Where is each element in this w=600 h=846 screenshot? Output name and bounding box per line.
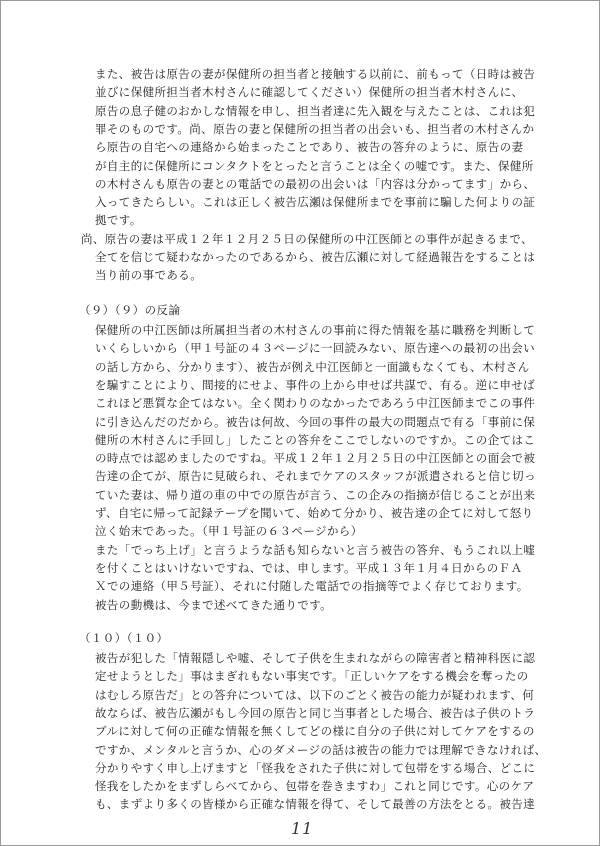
text-line: の話し方から、分かります）、被告が例え中江医師と一面識もなくても、木村さん xyxy=(95,359,530,374)
text-line: Ｘでの連絡（甲５号証）、それに付随した電話での指摘等でよく存じております。 xyxy=(95,579,529,594)
text-line: はむしろ原告だ」との答弁については、以下のごとく被告の能力が疑われます、何 xyxy=(95,687,535,702)
text-line: 告達の企てが、原告に見破られ、それまでケアのスタッフが派遣されると信じ切っ xyxy=(95,469,536,484)
text-line: 並びに保健所担当者木村さんに確認してください）保健所の担当者木村さんに、 xyxy=(95,85,524,100)
text-line: ず、自宅に帰って記録テープを聞いて、始めて分かり、被告達の企てに対して怒り xyxy=(95,506,534,520)
text-line: 分かりやすく申し上げますと「怪我をされた子供に対して包帯をする場合、どこに xyxy=(95,760,536,775)
text-line: 当り前の事である。 xyxy=(95,268,203,283)
text-line: を付くことはいけないですね、では、申します。平成１３年１月４日からのＦＡ xyxy=(95,560,523,575)
text-line: いくらしいから（甲１号証の４３ページに一回読みない、原告達への最初の出会い xyxy=(95,341,536,356)
text-line: 保健所の中江医師は所属担当者の木村さんの事前に得た情報を基に職務を判断して xyxy=(95,323,536,337)
section-heading-10: （１０）（１０） xyxy=(79,631,169,645)
text-line: 定せようとした」事はまぎれもない事実です。「正しいケアをする機会を奪ったの xyxy=(95,669,529,684)
text-line: が自主的に保健所にコンタクトをとったと言うことは全くの嘘です。また、保健所 xyxy=(95,158,534,173)
text-line: ら原告の自宅への連絡から始まったことであり、被告の答弁のように、原告の妻 xyxy=(95,140,524,155)
text-line: ブルに対して何の正確な情報を無くしてどの様に自分の子供に対してケアをするの xyxy=(95,724,535,739)
text-line: これほど悪質な企てはない。全く関わりのなかったであろう中江医師までこの事件 xyxy=(95,396,536,411)
text-line: の時点では認めましたのですね。平成１２年１２月２５日の中江医師との面会で被 xyxy=(95,451,536,466)
section-heading-9: （９）（９）の反論 xyxy=(79,303,181,317)
text-line: ていた妻は、帰り道の車の中での原告が言う、この企みの指摘が信じることが出来 xyxy=(95,487,536,502)
text-line: また、被告は原告の妻が保健所の担当者と接触する以前に、前もって（日時は被告 xyxy=(95,67,536,81)
text-line: も、まずより多くの皆様から正確な情報を得て、そして最善の方法をとる。被告達 xyxy=(95,797,536,812)
text-line: 罪そのものです。尚、原告の妻と保健所の担当者の出会いも、担当者の木村さんか xyxy=(95,121,535,136)
text-line: に引き込んだのだから。被告は何故、今回の事件の最大の問題点で有る「事前に保 xyxy=(95,414,536,429)
text-line: を騙すことにより、間接的にせよ、事件の上から申せば共謀で、有る。逆に申せば xyxy=(95,377,536,392)
text-line: 尚、原告の妻は平成１２年１２月２５日の保健所の中江医師との事件が起きるまで、 xyxy=(81,231,533,246)
text-line: 怪我をしたかをまずしらべてから、包帯を巻きますわ」これと同じです。心のケア xyxy=(95,779,535,794)
text-line: ですか、メンタルと言うか、心のダメージの話は被告の能力では理解できなければ、 xyxy=(95,742,547,757)
text-line: 全てを信じて疑わなかったのであるから、被告広瀬に対して経過報告をすることは xyxy=(95,250,536,264)
text-line: 拠です。 xyxy=(95,213,142,228)
text-line: 入ってきたらしい。これは正しく被告広瀬は保健所までを事前に騙した何よりの証 xyxy=(95,195,536,210)
text-line: の木村さんも原告の妻との電話での最初の出会いは「内容は分かってます」から、 xyxy=(95,176,536,191)
text-line: 被告の動機は、今まで述べてきた通りです。 xyxy=(95,597,333,612)
text-line: 被告が犯した「情報隠しや嘘、そして子供を生まれながらの障害者と精神科医に認 xyxy=(95,651,536,665)
text-line: また「でっち上げ」と言うような話も知らないと言う被告の答弁、もうこれ以上嘘 xyxy=(95,542,536,557)
page-number: 11 xyxy=(291,819,314,838)
text-line: 泣く始末であった。（甲１号証の６３ページから） xyxy=(95,524,363,539)
text-line: 健所の木村さんに手回し」したことの答弁をここでしないのですか。この企てはこ xyxy=(95,432,536,447)
text-line: 原告の息子健のおかしな情報を申し、担当者達に先入観を与えたことは、これは犯 xyxy=(95,103,536,118)
text-line: 故ならば、被告広瀬がもし今回の原告と同じ当事者とした場合、被告は子供のトラ xyxy=(95,705,536,720)
